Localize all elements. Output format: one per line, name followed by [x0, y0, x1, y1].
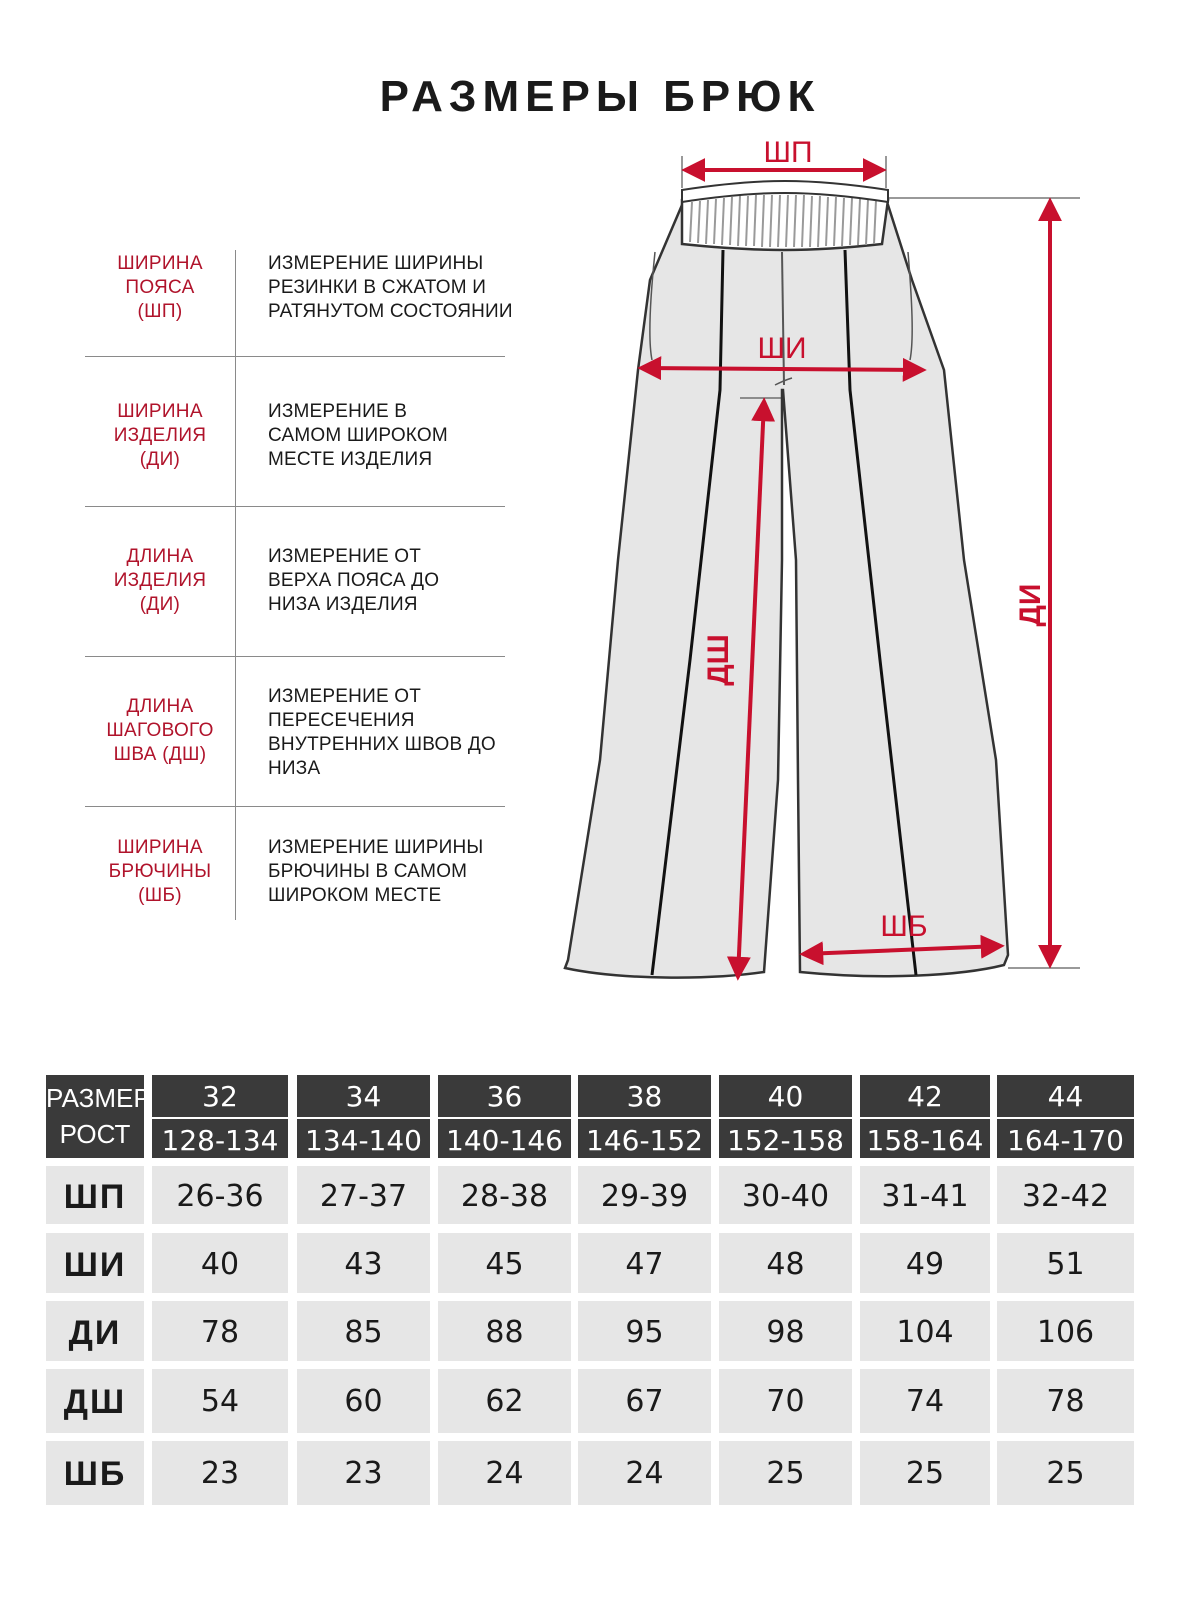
- table-cell: 40: [152, 1233, 288, 1293]
- legend-desc-line: ИЗМЕРЕНИЕ ШИРИНЫ: [268, 253, 484, 274]
- legend-term-line: ИЗДЕЛИЯ: [113, 425, 207, 446]
- table-header-size-34: [297, 1075, 430, 1158]
- header-divider: [997, 1117, 1134, 1119]
- legend-desc-line: ВНУТРЕННИХ ШВОВ ДО: [268, 734, 496, 755]
- header-label-height: РОСТ: [59, 1119, 131, 1149]
- row-label-shb: ШБ: [46, 1441, 144, 1505]
- table-cell: 29-39: [578, 1166, 711, 1224]
- legend-desc-line: ВЕРХА ПОЯСА ДО: [268, 570, 440, 591]
- table-cell: 27-37: [297, 1166, 430, 1224]
- table-header-size-40: [719, 1075, 852, 1158]
- table-cell: 25: [997, 1441, 1134, 1505]
- legend-desc-line: ПЕРЕСЕЧЕНИЯ: [268, 710, 415, 731]
- height-value: 146-152: [586, 1124, 703, 1157]
- legend-desc-line: МЕСТЕ ИЗДЕЛИЯ: [268, 449, 433, 470]
- legend-separator: [85, 656, 505, 657]
- legend-divider: [235, 250, 236, 920]
- legend-term-line: ИЗДЕЛИЯ: [113, 570, 207, 591]
- size-value: 34: [345, 1080, 382, 1113]
- legend-desc-line: БРЮЧИНЫ В САМОМ: [268, 861, 468, 882]
- legend-term-line: ДЛИНА: [126, 696, 194, 717]
- height-value: 134-140: [305, 1124, 422, 1157]
- header-divider: [719, 1117, 852, 1119]
- legend-desc-line: НИЗА ИЗДЕЛИЯ: [268, 594, 418, 615]
- header-divider: [297, 1117, 430, 1119]
- height-value: 158-164: [866, 1124, 984, 1157]
- table-cell: 85: [297, 1301, 430, 1361]
- legend-desc-line: РЕЗИНКИ В СЖАТОМ И: [268, 277, 487, 298]
- legend-term-line: ШАГОВОГО: [106, 720, 214, 741]
- row-label-shp: ШП: [46, 1166, 144, 1224]
- table-header-size-42: [860, 1075, 990, 1158]
- legend-term-line: ШИРИНА: [117, 837, 203, 858]
- table-cell: 67: [578, 1369, 711, 1433]
- table-cell: 60: [297, 1369, 430, 1433]
- legend-desc-line: ШИРОКОМ МЕСТЕ: [268, 885, 442, 906]
- size-value: 32: [202, 1080, 238, 1113]
- legend-desc-line: НИЗА: [268, 758, 321, 779]
- dsh-label: ДШ: [702, 634, 735, 686]
- legend-term-line: (ШП): [137, 301, 183, 322]
- table-cell: 70: [719, 1369, 852, 1433]
- di-label: ДИ: [1014, 583, 1047, 627]
- row-label-dsh: ДШ: [46, 1369, 144, 1433]
- table-cell: 23: [297, 1441, 430, 1505]
- legend-term: [85, 252, 235, 324]
- shi-label: ШИ: [757, 332, 807, 365]
- table-cell: 31-41: [860, 1166, 990, 1224]
- table-cell: 45: [438, 1233, 571, 1293]
- table-cell: 30-40: [719, 1166, 852, 1224]
- table-cell: 24: [438, 1441, 571, 1505]
- legend-desc-line: ИЗМЕРЕНИЕ ОТ: [268, 546, 422, 567]
- legend-desc-line: САМОМ ШИРОКОМ: [268, 425, 448, 446]
- legend-term-line: ПОЯСА: [125, 277, 195, 298]
- legend-separator: [85, 506, 505, 507]
- legend-term-line: (ДИ): [139, 449, 181, 470]
- height-value: 152-158: [727, 1124, 844, 1157]
- table-header-size-44: [997, 1075, 1134, 1158]
- legend-term-line: ШВА (ДШ): [113, 744, 207, 765]
- table-cell: 23: [152, 1441, 288, 1505]
- table-header-size-36: [438, 1075, 571, 1158]
- height-value: 164-170: [1007, 1124, 1124, 1157]
- legend-term: [85, 836, 235, 908]
- header-divider: [438, 1117, 571, 1119]
- legend-term-line: ШИРИНА: [117, 401, 203, 422]
- legend-term-line: ДЛИНА: [126, 546, 194, 567]
- header-label-size: РАЗМЕР: [46, 1083, 151, 1113]
- table-cell: 78: [997, 1369, 1134, 1433]
- height-value: 140-146: [446, 1124, 563, 1157]
- legend-term-line: БРЮЧИНЫ: [108, 861, 212, 882]
- table-header-size-38: [578, 1075, 711, 1158]
- size-value: 42: [907, 1080, 943, 1113]
- legend-desc: [268, 252, 548, 324]
- table-cell: 25: [719, 1441, 852, 1505]
- legend-term: [85, 695, 235, 767]
- legend-separator: [85, 806, 505, 807]
- legend-desc: [268, 545, 548, 617]
- legend-desc-line: ИЗМЕРЕНИЕ ШИРИНЫ: [268, 837, 484, 858]
- table-cell: 54: [152, 1369, 288, 1433]
- row-label-shi: ШИ: [46, 1233, 144, 1293]
- size-value: 36: [486, 1080, 523, 1113]
- table-cell: 26-36: [152, 1166, 288, 1224]
- legend-desc-line: ИЗМЕРЕНИЕ В: [268, 401, 408, 422]
- table-cell: 24: [578, 1441, 711, 1505]
- legend-term-line: (ДИ): [139, 594, 181, 615]
- shi-arrow: [642, 368, 922, 370]
- table-header-size-32: [152, 1075, 288, 1158]
- table-cell: 25: [860, 1441, 990, 1505]
- legend-term-line: (ШБ): [138, 885, 182, 906]
- height-value: 128-134: [161, 1124, 279, 1157]
- legend-separator: [85, 356, 505, 357]
- header-divider: [578, 1117, 711, 1119]
- legend-term: [85, 545, 235, 617]
- size-value: 38: [626, 1080, 663, 1113]
- table-cell: 32-42: [997, 1166, 1134, 1224]
- shb-label: ШБ: [880, 910, 928, 943]
- legend-term-line: ШИРИНА: [117, 253, 203, 274]
- size-value: 44: [1047, 1080, 1084, 1113]
- table-cell: 106: [997, 1301, 1134, 1361]
- legend-desc: [268, 400, 548, 472]
- pants-body: [565, 181, 1008, 978]
- table-cell: 104: [860, 1301, 990, 1361]
- table-cell: 98: [719, 1301, 852, 1361]
- table-cell: 62: [438, 1369, 571, 1433]
- legend-desc-line: РАТЯНУТОМ СОСТОЯНИИ: [268, 301, 513, 322]
- table-cell: 95: [578, 1301, 711, 1361]
- size-value: 40: [767, 1080, 804, 1113]
- table-cell: 49: [860, 1233, 990, 1293]
- legend-term: [85, 400, 235, 472]
- pants-diagram: [560, 140, 1100, 1020]
- header-divider: [860, 1117, 990, 1119]
- table-header-label: [46, 1075, 151, 1158]
- table-cell: 78: [152, 1301, 288, 1361]
- legend-desc: [268, 836, 548, 908]
- row-label-di: ДИ: [46, 1301, 144, 1361]
- table-cell: 48: [719, 1233, 852, 1293]
- page-title: РАЗМЕРЫ БРЮК: [379, 72, 821, 121]
- legend-desc: [268, 685, 548, 781]
- table-cell: 47: [578, 1233, 711, 1293]
- table-cell: 43: [297, 1233, 430, 1293]
- table-cell: 28-38: [438, 1166, 571, 1224]
- legend-desc-line: ИЗМЕРЕНИЕ ОТ: [268, 686, 422, 707]
- table-cell: 51: [997, 1233, 1134, 1293]
- header-divider: [152, 1117, 288, 1119]
- shp-label: ШП: [763, 140, 813, 169]
- table-cell: 88: [438, 1301, 571, 1361]
- table-cell: 74: [860, 1369, 990, 1433]
